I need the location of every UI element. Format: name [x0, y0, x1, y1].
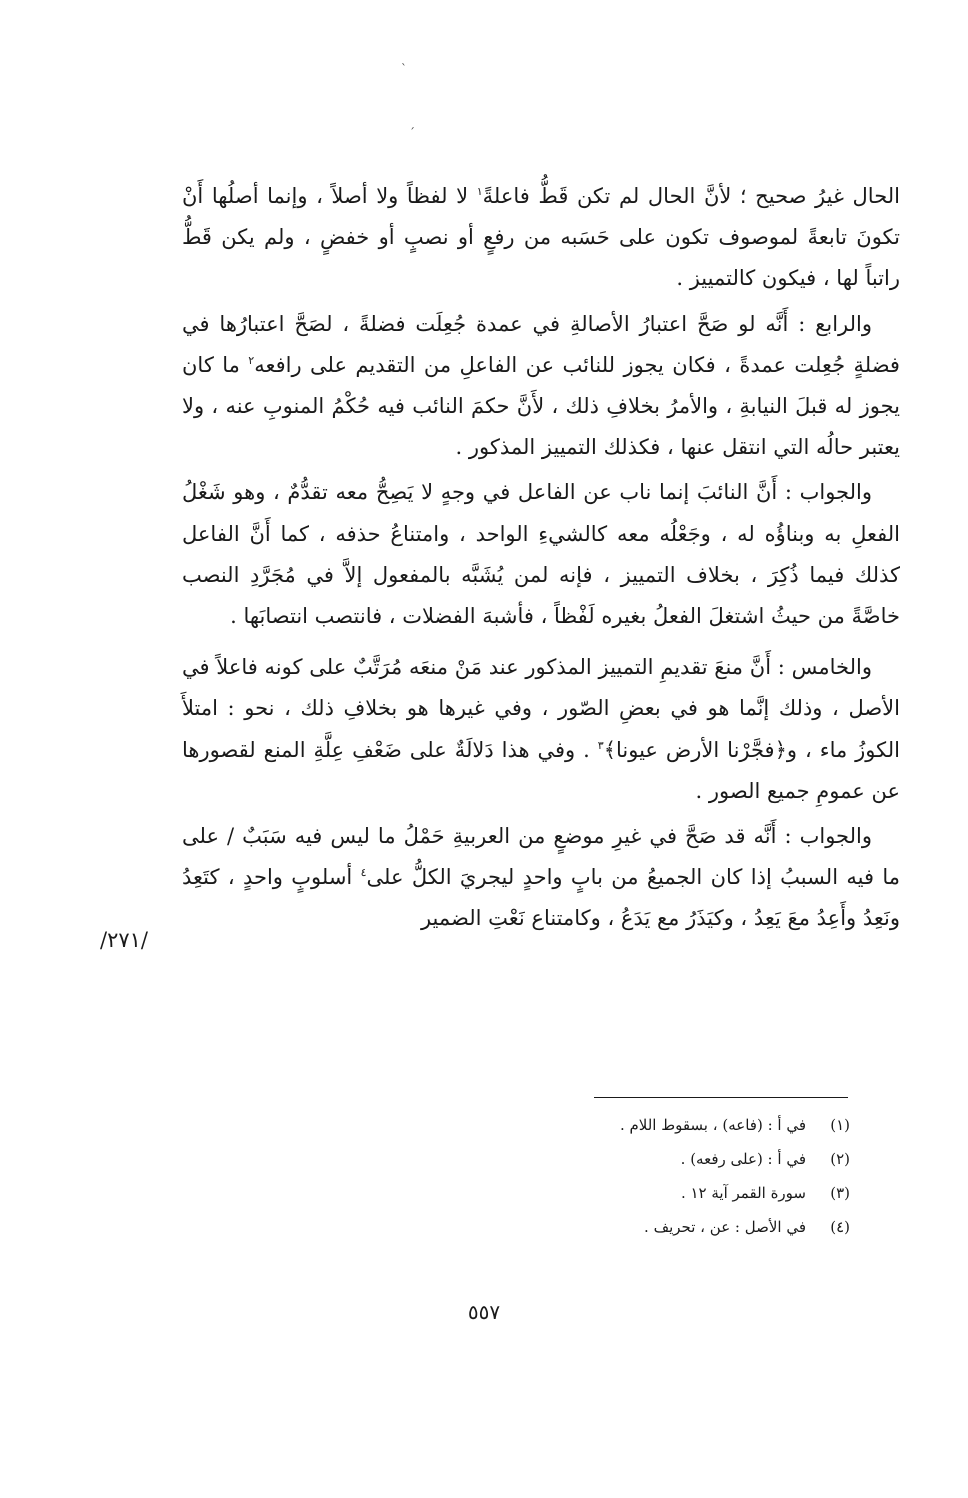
footnote-text: في أ : (على رفعه) . [680, 1150, 806, 1168]
footnote-text: سورة القمر آية ١٢ . [680, 1184, 806, 1202]
footnote-text: في أ : (فاعه) ، بسقوط اللام . [619, 1116, 806, 1134]
margin-page-reference: /٢٧١/ [100, 928, 148, 952]
footnote-text: في الأصل : عن ، تحريف . [644, 1218, 806, 1236]
paragraph-1: الحال غيرُ صحيح ؛ لأنَّ الحال لم تكن قَطُّ فاعلةً$^١$ لا لفظاً ولا أصلاً ، وإنما أصلُها أَنْ تكونَ تابعةً لموصوف تكون على حَسَبه من رفعٍ أو نصبٍ أو خفضٍ ، ولم يكن قَطُّ راتباً لها ، فيكون كالتمييز . [182, 184, 900, 291]
footnote-ref-2: ٢ [248, 353, 255, 367]
footnote-item [560, 1142, 850, 1176]
page-number: ٥٥٧ [467, 1300, 501, 1324]
footnotes [560, 1108, 850, 1244]
paragraph-4: والخامس : أَنَّ منعَ تقديمِ التمييز المذكور عند مَنْ منعَه مُرَتَّبٌ على كونه فاعلاً في الأصل ، وذلك إنَّما هو في بعضِ الصّور ، وفي غيرها هو بخلافِ ذلك ، نحو : امتلأَ الكوزُ ماء ، و﴿فجَّرْنا الأرض عيونا﴾$^٣$ . وفي هذا دَلالَةٌ على ضَعْفِ عِلَّةِ المنع لقصورها عن عمومِ جميع الصور . [182, 655, 900, 803]
footnote-item [560, 1176, 850, 1210]
scan-speck: ˊ [409, 126, 415, 140]
footnote-number: (٤) [830, 1218, 850, 1236]
footnote-number: (٣) [830, 1184, 850, 1202]
footnote-item [560, 1108, 850, 1142]
footnote-number: (١) [830, 1116, 850, 1134]
footnote-ref-3: ٣ [597, 738, 604, 752]
paragraph-3: والجواب : أَنَّ النائبَ إنما ناب عن الفاعل في وجهٍ لا يَصِحُّ معه تقدُّمٌ ، وهو شَغْلُ الفعلِ به وبناؤُه له ، وجَعْلُه معه كالشيءِ الواحد ، وامتناعُ حذفه ، كما أَنَّ الفاعل كذلك فيما ذُكِرَ ، بخلاف التمييز ، فإنه لمن يُشَبَّه بالمفعول إلاَّ في مُجَرَّدِ النصب خاصَّةً من حيثُ اشتغلَ الفعلُ بغيره لَفْظاً ، فأشبهَ الفضلات ، فانتصب انتصابَها . [182, 480, 900, 629]
scan-speck: ˋ [401, 62, 407, 76]
footnote-ref-1: ١ [476, 185, 483, 198]
footnote-item [560, 1210, 850, 1244]
footnote-number: (٢) [830, 1150, 850, 1168]
footnote-ref-4: ٤ [360, 866, 367, 880]
footnote-separator [594, 1097, 848, 1098]
main-text [182, 176, 900, 944]
paragraph-5: والجواب : أَنَّه قد صَحَّ في غيرِ موضعٍ من العربيةِ حَمْلُ ما ليس فيه سَبَبٌ / على ما فيه السببُ إذا كان الجميعُ من بابٍ واحدٍ ليجريَ الكلُّ على$^٤$ أسلوبٍ واحدٍ ، كتَعِدُ ونَعِدُ وأَعِدُ معَ يَعِدُ ، وكيَذَرُ مع يَدَعُ ، وكامتناع نَعْتِ الضمير [182, 824, 900, 931]
paragraph-2: والرابع : أَنَّه لو صَحَّ اعتبارُ الأصالةِ في عمدة جُعِلَت فضلةً ، لصَحَّ اعتبارُها في فضلةٍ جُعِلت عمدةً ، فكان يجوز للنائب عن الفاعلِ من التقديم على رافعه$^٢$ ما كان يجوز له قبلَ النيابةِ ، والأمرُ بخلافِ ذلك ، لأَنَّ حكمَ النائب فيه حُكْمُ المنوبِ عنه ، ولا يعتبر حالُه التي انتقل عنها ، فكذلك التمييز المذكور . [182, 311, 900, 460]
